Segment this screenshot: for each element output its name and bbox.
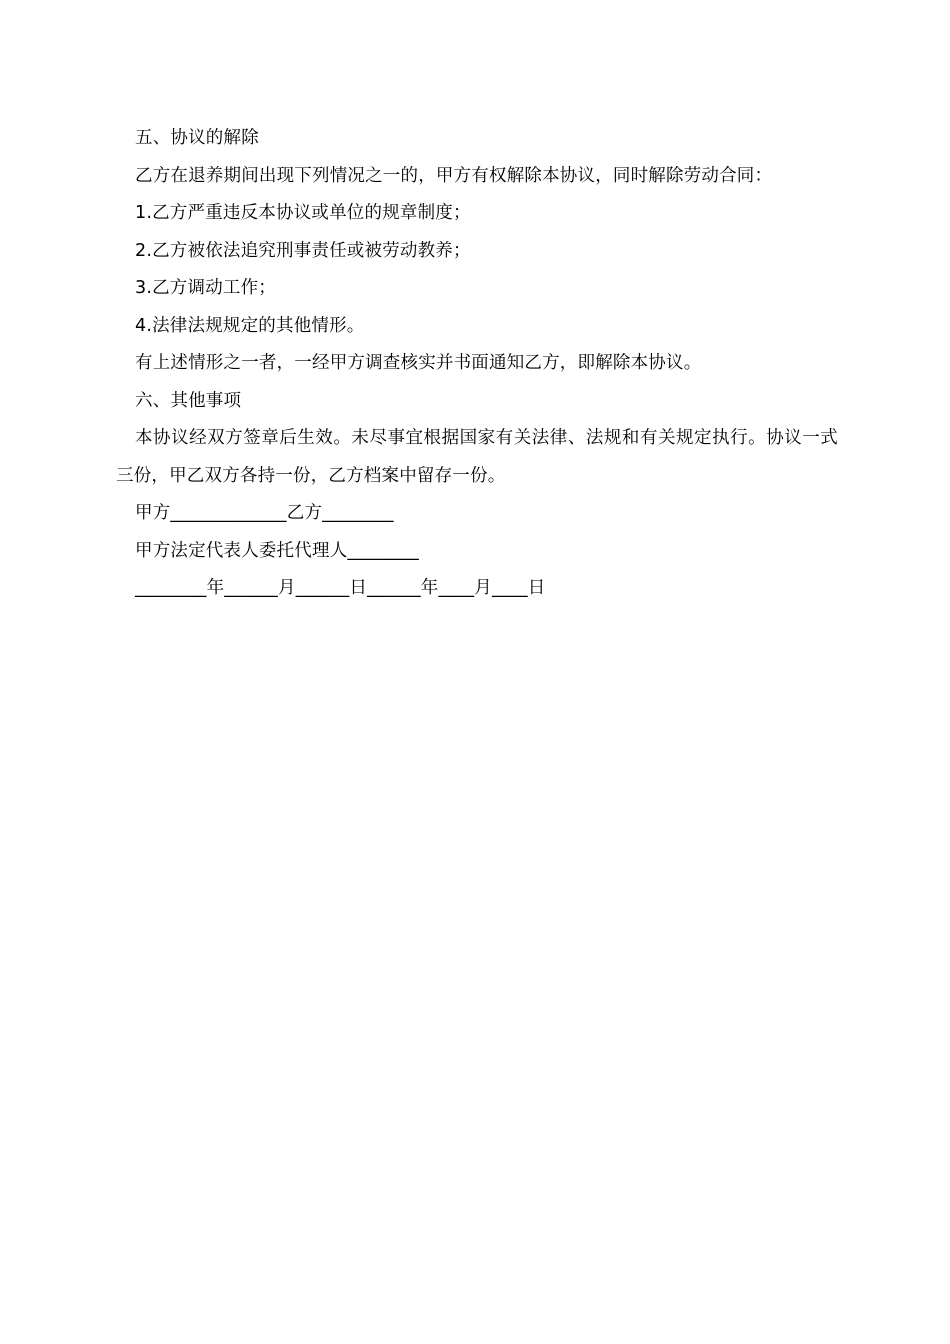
section-5-closing: 有上述情形之一者，一经甲方调查核实并书面通知乙方，即解除本协议。 (135, 353, 702, 373)
signature-date-line: ________年______月______日______年____月____日 (135, 578, 546, 598)
section-5-item-1: 1.乙方严重违反本协议或单位的规章制度； (135, 203, 471, 223)
section-5-item-3: 3.乙方调动工作； (135, 278, 276, 298)
section-5-intro: 乙方在退养期间出现下列情况之一的，甲方有权解除本协议，同时解除劳动合同： (135, 165, 773, 186)
document-body (116, 120, 838, 608)
signature-representative-line: 甲方法定代表人委托代理人________ (135, 540, 419, 561)
signature-parties-line: 甲方_____________乙方________ (135, 503, 394, 523)
section-5-heading: 五、协议的解除 (135, 128, 259, 148)
section-6-heading: 六、其他事项 (135, 390, 242, 411)
section-5-item-2: 2.乙方被依法追究刑事责任或被劳动教养； (135, 240, 471, 261)
section-6-body: 本协议经双方签章后生效。未尽事宜根据国家有关法律、法规和有关规定执行。协议一式三份，甲乙双方各持一份，乙方档案中留存一份。 (116, 428, 838, 486)
section-5-item-4: 4.法律法规规定的其他情形。 (135, 315, 365, 336)
